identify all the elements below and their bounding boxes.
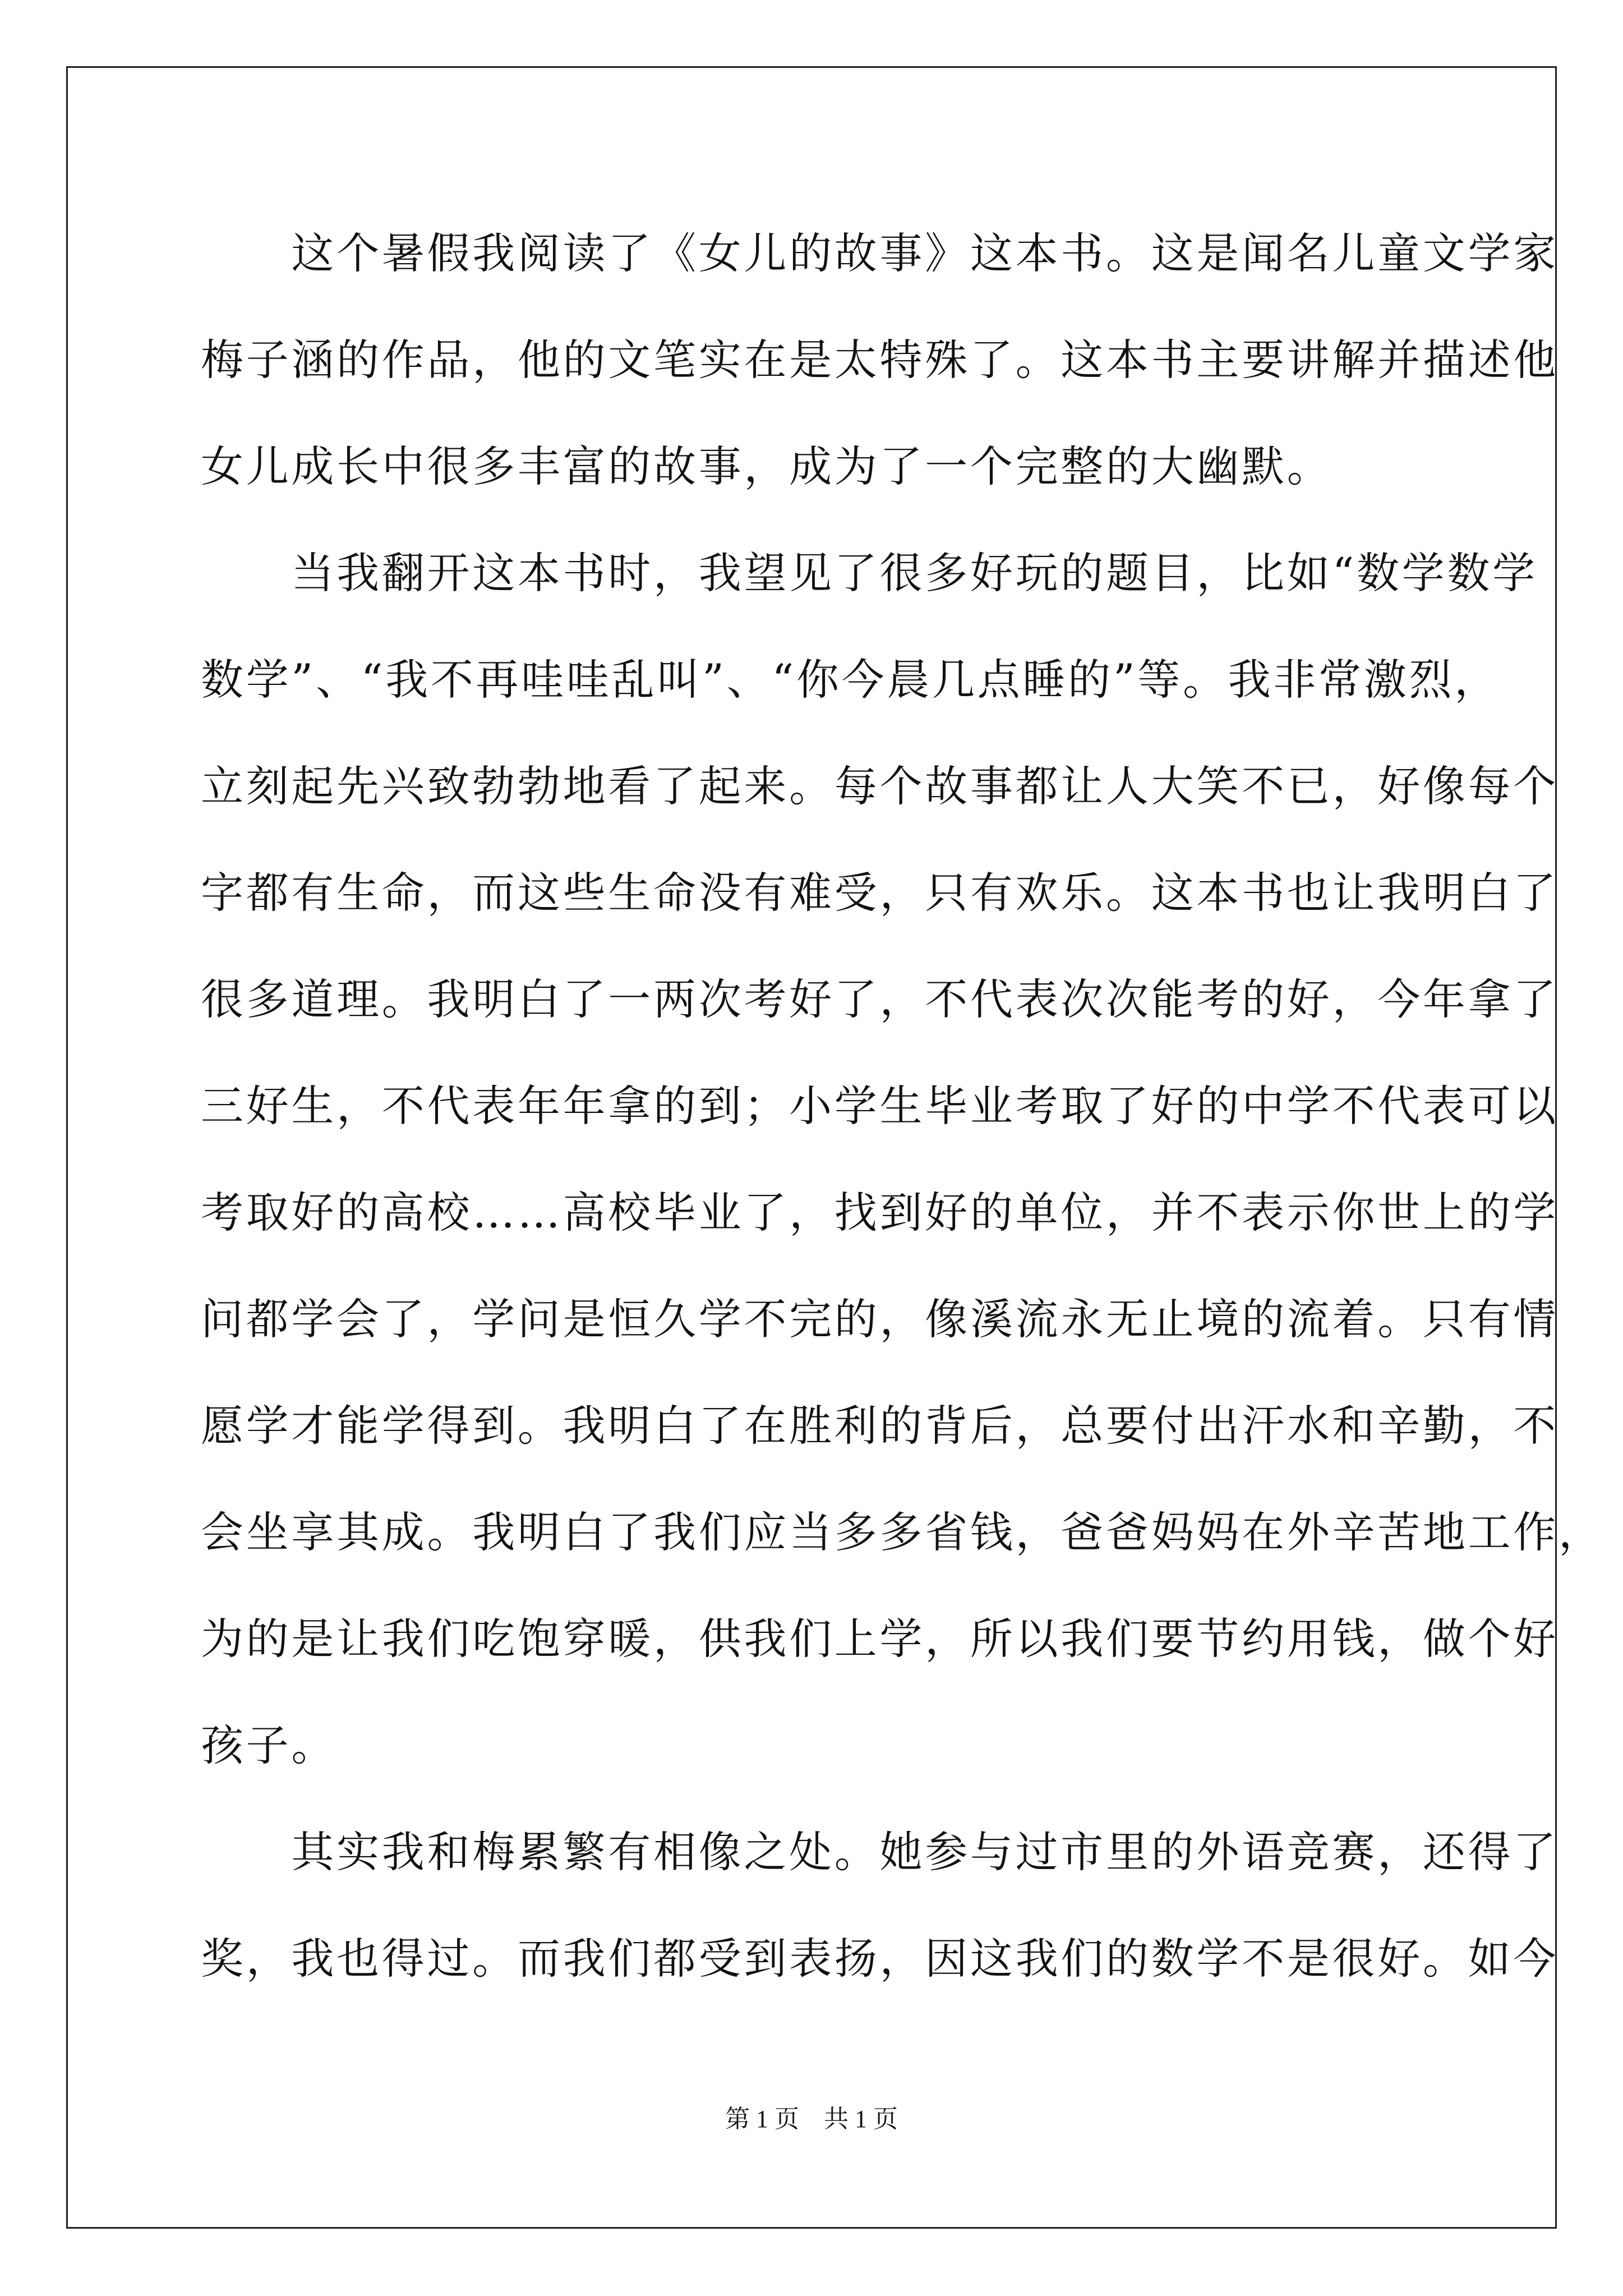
- page-total: 共 1 页: [824, 2105, 898, 2133]
- text-line: 三好生，不代表年年拿的到；小学生毕业考取了好的中学不代表可以: [201, 1081, 1559, 1131]
- text-line: 这个暑假我阅读了《女儿的故事》这本书。这是闻名儿童文学家: [201, 228, 1559, 278]
- text-line: 问都学会了，学问是恒久学不完的，像溪流永无止境的流着。只有情: [201, 1294, 1559, 1344]
- text-line: 其实我和梅累繁有相像之处。她参与过市里的外语竞赛，还得了: [201, 1827, 1559, 1877]
- page-number: 第 1 页: [725, 2105, 799, 2133]
- text-line: 当我翻开这本书时，我望见了很多好玩的题目，比如“数学数学: [201, 548, 1538, 598]
- text-line: 立刻起先兴致勃勃地看了起来。每个故事都让人大笑不已，好像每个: [201, 761, 1559, 811]
- text-line: 愿学才能学得到。我明白了在胜利的背后，总要付出汗水和辛勤，不: [201, 1401, 1559, 1451]
- text-line: 孩子。: [201, 1720, 337, 1770]
- text-line: 为的是让我们吃饱穿暖，供我们上学，所以我们要节约用钱，做个好: [201, 1614, 1559, 1664]
- text-line: 会坐享其成。我明白了我们应当多多省钱，爸爸妈妈在外辛苦地工作，: [201, 1507, 1604, 1557]
- page-footer: [0, 2102, 1623, 2136]
- text-line: 很多道理。我明白了一两次考好了，不代表次次能考的好，今年拿了: [201, 974, 1559, 1024]
- text-line: 梅子涵的作品，他的文笔实在是太特殊了。这本书主要讲解并描述他: [201, 335, 1559, 385]
- text-line: 数学”、“我不再哇哇乱叫”、“你今晨几点睡的”等。我非常激烈，: [201, 655, 1500, 705]
- text-line: 女儿成长中很多丰富的故事，成为了一个完整的大幽默。: [201, 441, 1332, 491]
- text-line: 考取好的高校……高校毕业了，找到好的单位，并不表示你世上的学: [201, 1188, 1559, 1237]
- text-line: 奖，我也得过。而我们都受到表扬，因这我们的数学不是很好。如今: [201, 1934, 1559, 1984]
- text-line: 字都有生命，而这些生命没有难受，只有欢乐。这本书也让我明白了: [201, 868, 1559, 918]
